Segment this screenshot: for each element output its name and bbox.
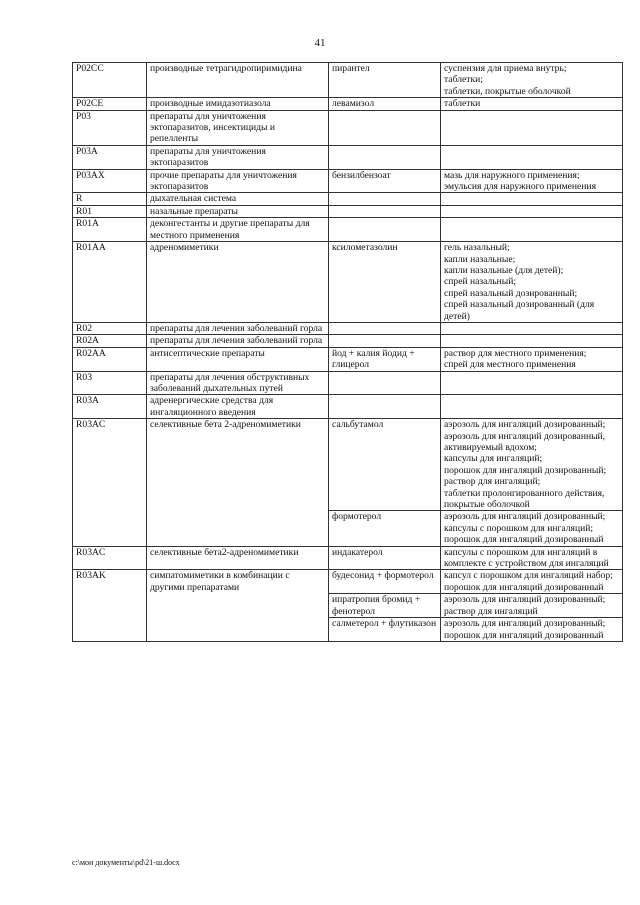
table-row (73, 347, 623, 371)
atc-code-cell: P03 (73, 110, 147, 145)
form-cell: аэрозоль для ингаляций дозированный; порошок для ингаляций дозированный (441, 618, 623, 642)
atc-code-cell: R03AC (73, 546, 147, 570)
form-cell: аэрозоль для ингаляций дозированный; аэрозоль для ингаляций дозированный, активируемый вдохом; капсулы для ингаляций; порошок для ингаляций дозированный; раствор для ингаляций; таблетки пролонгированного действия, покрытые оболочкой (441, 419, 623, 511)
atc-code-cell: R02AA (73, 347, 147, 371)
drug-cell: салметерол + флутиказон (329, 618, 441, 642)
footer-file-path: c:\мои документы\pd\21-ш.docx (72, 858, 180, 867)
atc-code-cell: P02CC (73, 63, 147, 98)
atc-code-cell: P02CE (73, 98, 147, 110)
group-cell: препараты для лечения заболеваний горла (147, 335, 329, 347)
table-row (73, 169, 623, 193)
drug-cell: левамизол (329, 98, 441, 110)
form-cell: аэрозоль для ингаляций дозированный; капсулы с порошком для ингаляций; порошок для ингаляций дозированный (441, 511, 623, 546)
drug-cell: пирантел (329, 63, 441, 98)
table-row (73, 242, 623, 323)
drug-classification-table (72, 62, 623, 642)
form-cell: раствор для местного применения; спрей для местного применения (441, 347, 623, 371)
table-row (73, 145, 623, 169)
atc-code-cell: R03AC (73, 419, 147, 546)
drug-cell (329, 322, 441, 334)
form-cell (441, 395, 623, 419)
form-cell: капсул с порошком для ингаляций набор; порошок для ингаляций дозированный (441, 570, 623, 594)
table-row (73, 98, 623, 110)
atc-code-cell: R03A (73, 395, 147, 419)
form-cell (441, 110, 623, 145)
group-cell: адренергические средства для ингаляционного введения (147, 395, 329, 419)
page-number: 41 (314, 37, 326, 49)
table-row (73, 546, 623, 570)
atc-code-cell: R02A (73, 335, 147, 347)
atc-code-cell: R01 (73, 205, 147, 217)
table-row (73, 395, 623, 419)
group-cell: селективные бета 2-адреномиметики (147, 419, 329, 546)
form-cell: гель назальный; капли назальные; капли назальные (для детей); спрей назальный; спрей назальный дозированный; спрей назальный дозированный (для детей) (441, 242, 623, 323)
form-cell (441, 205, 623, 217)
drug-cell: будесонид + формотерол (329, 570, 441, 594)
group-cell: адреномиметики (147, 242, 329, 323)
group-cell: дыхательная система (147, 193, 329, 205)
table-row (73, 371, 623, 395)
atc-code-cell: P03AX (73, 169, 147, 193)
form-cell (441, 322, 623, 334)
table-row (73, 335, 623, 347)
group-cell: препараты для лечения заболеваний горла (147, 322, 329, 334)
group-cell: назальные препараты (147, 205, 329, 217)
table-row (73, 322, 623, 334)
drug-cell (329, 110, 441, 145)
atc-code-cell: R03AK (73, 570, 147, 641)
drug-cell (329, 371, 441, 395)
drug-cell (329, 335, 441, 347)
group-cell: симпатомиметики в комбинации с другими препаратами (147, 570, 329, 641)
table-row (73, 570, 623, 594)
drug-cell: сальбутамол (329, 419, 441, 511)
form-cell (441, 218, 623, 242)
form-cell (441, 335, 623, 347)
group-cell: препараты для уничтожения эктопаразитов (147, 145, 329, 169)
group-cell: деконгестанты и другие препараты для местного применения (147, 218, 329, 242)
form-cell (441, 145, 623, 169)
group-cell: производные имидазотиазола (147, 98, 329, 110)
table-row (73, 63, 623, 98)
form-cell: суспензия для приема внутрь; таблетки; таблетки, покрытые оболочкой (441, 63, 623, 98)
drug-cell: йод + калия йодид + глицерол (329, 347, 441, 371)
table-row (73, 419, 623, 511)
atc-code-cell: R02 (73, 322, 147, 334)
group-cell: препараты для лечения обструктивных заболеваний дыхательных путей (147, 371, 329, 395)
form-cell (441, 371, 623, 395)
drug-cell (329, 218, 441, 242)
drug-cell: индакатерол (329, 546, 441, 570)
table-row (73, 193, 623, 205)
atc-code-cell: R03 (73, 371, 147, 395)
drug-cell (329, 395, 441, 419)
drug-cell (329, 145, 441, 169)
drug-cell (329, 193, 441, 205)
atc-code-cell: P03A (73, 145, 147, 169)
atc-code-cell: R01AA (73, 242, 147, 323)
group-cell: производные тетрагидропиримидина (147, 63, 329, 98)
group-cell: селективные бета2-адреномиметики (147, 546, 329, 570)
group-cell: антисептические препараты (147, 347, 329, 371)
group-cell: прочие препараты для уничтожения эктопаразитов (147, 169, 329, 193)
drug-cell: бензилбензоат (329, 169, 441, 193)
form-cell: аэрозоль для ингаляций дозированный; раствор для ингаляций (441, 594, 623, 618)
atc-code-cell: R (73, 193, 147, 205)
drug-cell (329, 205, 441, 217)
form-cell (441, 193, 623, 205)
table-row (73, 205, 623, 217)
form-cell: капсулы с порошком для ингаляций в комплекте с устройством для ингаляций (441, 546, 623, 570)
form-cell: мазь для наружного применения; эмульсия для наружного применения (441, 169, 623, 193)
table-row (73, 110, 623, 145)
table-row (73, 218, 623, 242)
form-cell: таблетки (441, 98, 623, 110)
atc-code-cell: R01A (73, 218, 147, 242)
group-cell: препараты для уничтожения эктопаразитов, инсектициды и репелленты (147, 110, 329, 145)
drug-cell: формотерол (329, 511, 441, 546)
drug-cell: ипратропия бромид + фенотерол (329, 594, 441, 618)
drug-cell: ксилометазолин (329, 242, 441, 323)
